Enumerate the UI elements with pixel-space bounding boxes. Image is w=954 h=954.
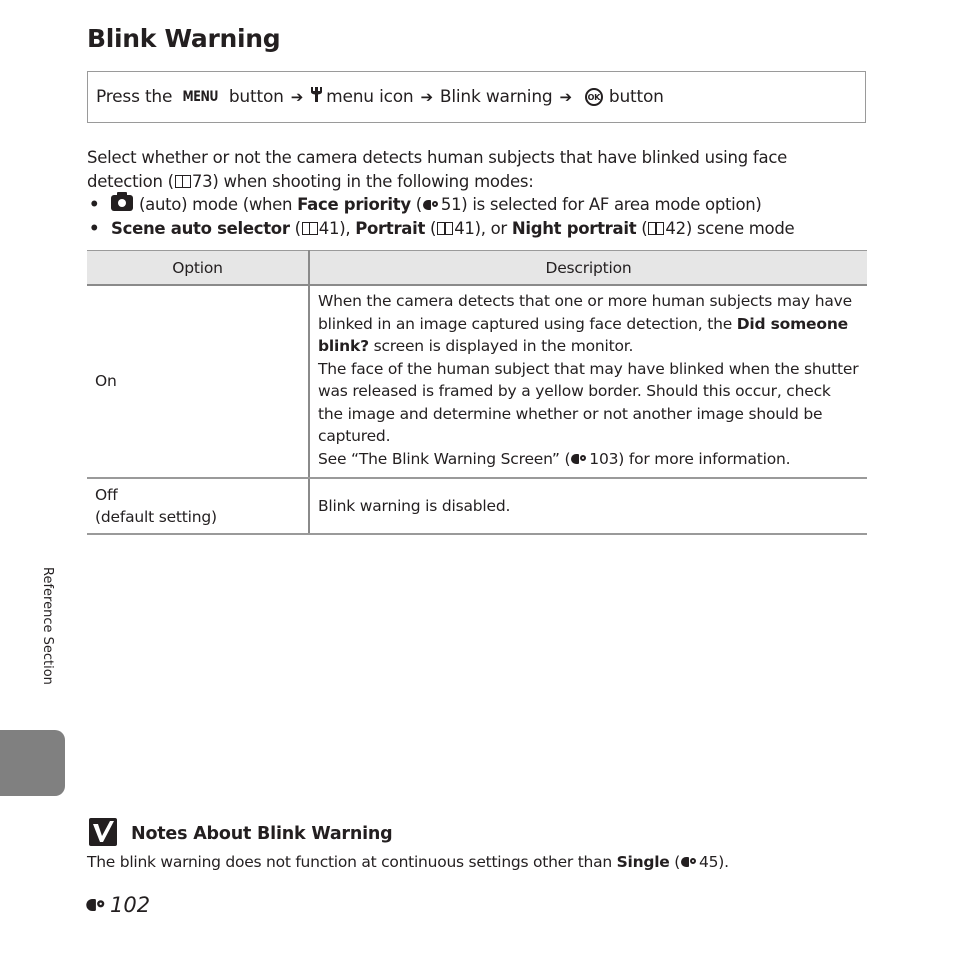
- page-reference-number: 45: [699, 853, 719, 871]
- section-tab-marker: [0, 730, 65, 796]
- bullet-text: ), or: [474, 219, 512, 238]
- menu-path-text: Press the: [96, 87, 173, 107]
- description-bold-text: Did someone blink?: [318, 314, 848, 355]
- note-heading: Notes About Blink Warning: [131, 824, 393, 844]
- page-reference-number: 103: [589, 449, 619, 468]
- page-reference-number: 42: [665, 219, 686, 238]
- note-body-text: ).: [718, 853, 729, 871]
- page-reference-number: 41: [318, 219, 340, 238]
- intro-text: Select whether or not the camera detects human subjects that have blinked using face detection (: [87, 148, 788, 191]
- page-reference-icon: [648, 222, 664, 235]
- description-text: screen is displayed in the monitor.: [368, 337, 634, 355]
- menu-path-box: [87, 71, 866, 123]
- intro-text: ) when shooting in the following modes:: [212, 172, 534, 191]
- list-item: [87, 193, 877, 217]
- page-number: [87, 893, 150, 917]
- bullet-text: (: [636, 219, 648, 238]
- table-row: [87, 478, 867, 534]
- camera-auto-mode-icon: [111, 195, 133, 211]
- bullet-bold-text: Face priority: [297, 195, 411, 214]
- note-check-icon: [89, 818, 117, 846]
- note-body-text: The blink warning does not function at continuous settings other than: [87, 853, 617, 871]
- note-text: [87, 853, 729, 871]
- reference-section-icon: [423, 199, 440, 211]
- section-side-label: Reference Section: [40, 567, 55, 685]
- option-note-text: (default setting): [95, 508, 217, 526]
- intro-paragraph: [87, 146, 867, 194]
- arrow-right-icon: ➔: [420, 88, 433, 106]
- page-reference-icon: [302, 222, 318, 235]
- description-cell: [309, 285, 867, 478]
- list-item: [87, 217, 877, 241]
- page-title: Blink Warning: [87, 24, 281, 53]
- menu-path-text: Blink warning: [439, 87, 553, 107]
- bullet-text: (: [289, 219, 301, 238]
- page-reference-number: 41: [454, 219, 475, 238]
- description-text: See “The Blink Warning Screen” (: [318, 449, 571, 468]
- reference-section-icon: [86, 898, 106, 912]
- reference-section-icon: [681, 856, 698, 868]
- menu-path-text: button: [608, 87, 664, 107]
- table-row: [87, 285, 867, 478]
- column-header-option: Option: [87, 251, 309, 286]
- page-reference-icon: [175, 175, 191, 188]
- bullet-text: (: [415, 195, 422, 214]
- bullet-text: ) scene mode: [685, 219, 795, 238]
- note-body-text: (: [669, 853, 681, 871]
- option-cell: [87, 478, 309, 534]
- arrow-right-icon: ➔: [290, 88, 304, 106]
- wrench-icon: [310, 86, 323, 108]
- column-header-description: Description: [309, 251, 867, 286]
- page-reference-icon: [437, 222, 453, 235]
- description-paragraph: [318, 448, 859, 471]
- option-cell: On: [87, 285, 309, 478]
- bullet-text: ) is selected for AF area mode option): [461, 195, 762, 214]
- mode-list: [87, 193, 877, 241]
- bullet-text: (auto) mode (when: [139, 195, 293, 214]
- option-table: [87, 250, 867, 535]
- bullet-text: ),: [339, 219, 356, 238]
- description-text: When the camera detects that one or more human subjects may have blinked in an image captured using face detection, the: [318, 292, 852, 333]
- page-reference-number: 51: [440, 195, 462, 214]
- description-cell: Blink warning is disabled.: [309, 478, 867, 534]
- menu-path-text: menu icon: [326, 87, 414, 107]
- description-text: ) for more information.: [618, 449, 791, 468]
- option-text: Off: [95, 485, 118, 504]
- menu-button-icon: MENU: [182, 89, 219, 105]
- bullet-text: (: [425, 219, 437, 238]
- note-bold-text: Single: [616, 853, 670, 871]
- bullet-bold-text: Scene auto selector: [111, 219, 290, 238]
- menu-path-text: button: [228, 87, 284, 107]
- description-paragraph: [318, 290, 859, 358]
- page-number-text: 102: [110, 893, 151, 917]
- table-header-row: [87, 251, 867, 286]
- page-reference-number: 73: [191, 172, 213, 191]
- ok-button-icon: OK: [585, 88, 603, 106]
- reference-section-icon: [571, 453, 588, 465]
- bullet-bold-text: Night portrait: [511, 219, 637, 238]
- description-paragraph: The face of the human subject that may have blinked when the shutter was released is framed by a yellow border. Should this occur, check the image and determine whether or not another image should be captured.: [318, 359, 859, 445]
- arrow-right-icon: ➔: [559, 88, 572, 106]
- bullet-bold-text: Portrait: [355, 219, 426, 238]
